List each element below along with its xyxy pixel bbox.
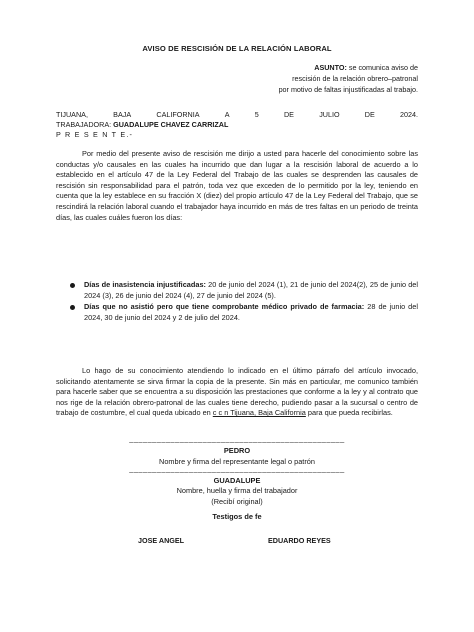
bullet-icon xyxy=(70,283,75,288)
employee-name: GUADALUPE xyxy=(213,476,261,485)
subject-line-2: rescisión de la relación obrero–patronal xyxy=(292,74,418,83)
worker-line xyxy=(56,120,228,130)
subject-line-1 xyxy=(188,62,418,73)
bullet-icon xyxy=(70,305,75,310)
witnesses-title: Testigos de fe xyxy=(212,512,262,521)
absence-list xyxy=(56,280,418,324)
employee-signature-line: _______________________________________________ xyxy=(129,464,345,473)
bullet-label: Días de inasistencia injustificadas: xyxy=(84,280,206,289)
employer-role: Nombre y firma del representante legal o patrón xyxy=(159,457,315,466)
date-prep: A xyxy=(224,110,230,119)
paragraph-2 xyxy=(56,366,418,419)
subject-line-3: por motivo de faltas injustificadas al trabajo. xyxy=(278,85,418,94)
list-item xyxy=(56,280,418,301)
list-item xyxy=(56,302,418,323)
worker-label: TRABAJADORA: xyxy=(56,120,114,129)
employer-signature-line: _______________________________________________ xyxy=(129,434,345,443)
bullet-text: 28 de junio del 2024, 30 de junio del 2024 y 2 de julio del 2024. xyxy=(84,302,418,322)
bullet-text: 20 de junio del 2024 (1), 21 de junio del 2024(2), 25 de junio del 2024 (3), 26 de junio del 2024 (4), 27 de junio del 2024 (5). xyxy=(84,280,418,300)
bullet-label: Días que no asistió pero que tiene comprobante médico privado de farmacia: xyxy=(84,302,365,312)
presente-line: P R E S E N T E.- xyxy=(56,130,134,139)
date-year: 2024. xyxy=(400,110,418,119)
worker-name: GUADALUPE CHAVEZ CARRIZAL xyxy=(113,120,229,129)
date-de-2: DE xyxy=(364,110,375,119)
date-city: TIJUANA, xyxy=(56,110,88,119)
subject-label: ASUNTO: xyxy=(314,63,347,72)
paragraph-2-end: para que pueda recibirlas. xyxy=(305,408,393,418)
date-day: 5 xyxy=(254,110,259,119)
employee-role-2: (Recibí original) xyxy=(211,497,263,506)
employer-name: PEDRO xyxy=(223,446,251,455)
date-month: JULIO xyxy=(319,110,340,119)
date-state-1: BAJA xyxy=(113,110,132,119)
date-state-2: CALIFORNIA xyxy=(156,110,200,119)
date-line xyxy=(56,110,418,120)
subject-block xyxy=(188,62,418,95)
employee-role-1: Nombre, huella y firma del trabajador xyxy=(176,486,298,495)
workplace-location: c c n Tijuana, Baja California xyxy=(212,408,306,418)
date-de-1: DE xyxy=(283,110,294,119)
subject-text-1: se comunica aviso de xyxy=(346,63,418,72)
document-title: AVISO DE RESCISIÓN DE LA RELACIÓN LABORAL xyxy=(142,44,332,53)
paragraph-2-main: Lo hago de su conocimiento atendiendo lo indicado en el último párrafo del artículo invocado, solicitando atentamente se sirva firmar la copia de la presente. Sin más en particular, me comunico también para hacerle saber que se encuentra a su disposición las prestaciones que conforme a la ley y al contrato que nos rige de la relación obrero-patronal de las cuales tiene derecho, pudiendo pasar a la sucursal o centro de trabajo de costumbre, el cual queda ubicado en xyxy=(56,366,418,418)
witness-1-name: JOSE ANGEL xyxy=(138,536,185,545)
witness-2-name: EDUARDO REYES xyxy=(268,536,331,545)
paragraph-1: Por medio del presente aviso de rescisión me dirijo a usted para hacerle del conocimiento sobre las conductas y/o causales en las cuales ha incurrido que dan lugar a la rescisión laboral de acuerdo a lo establecido en el artículo 47 de la Ley Federal del Trabajo de las cuales se desprenden las causales de rescisión sin responsabilidad para el patrón, toda vez que exceden de lo permitido por la ley, teniendo en cuenta que la ley establece en su fracción X (diez) del propio artículo 47 de la Ley Federal del Trabajo, que se rescindirá la relación laboral cuando el trabajador haya incurrido en más de tres faltas en un periodo de treinta días, las cuales cuáles fueron los días: xyxy=(56,149,418,222)
